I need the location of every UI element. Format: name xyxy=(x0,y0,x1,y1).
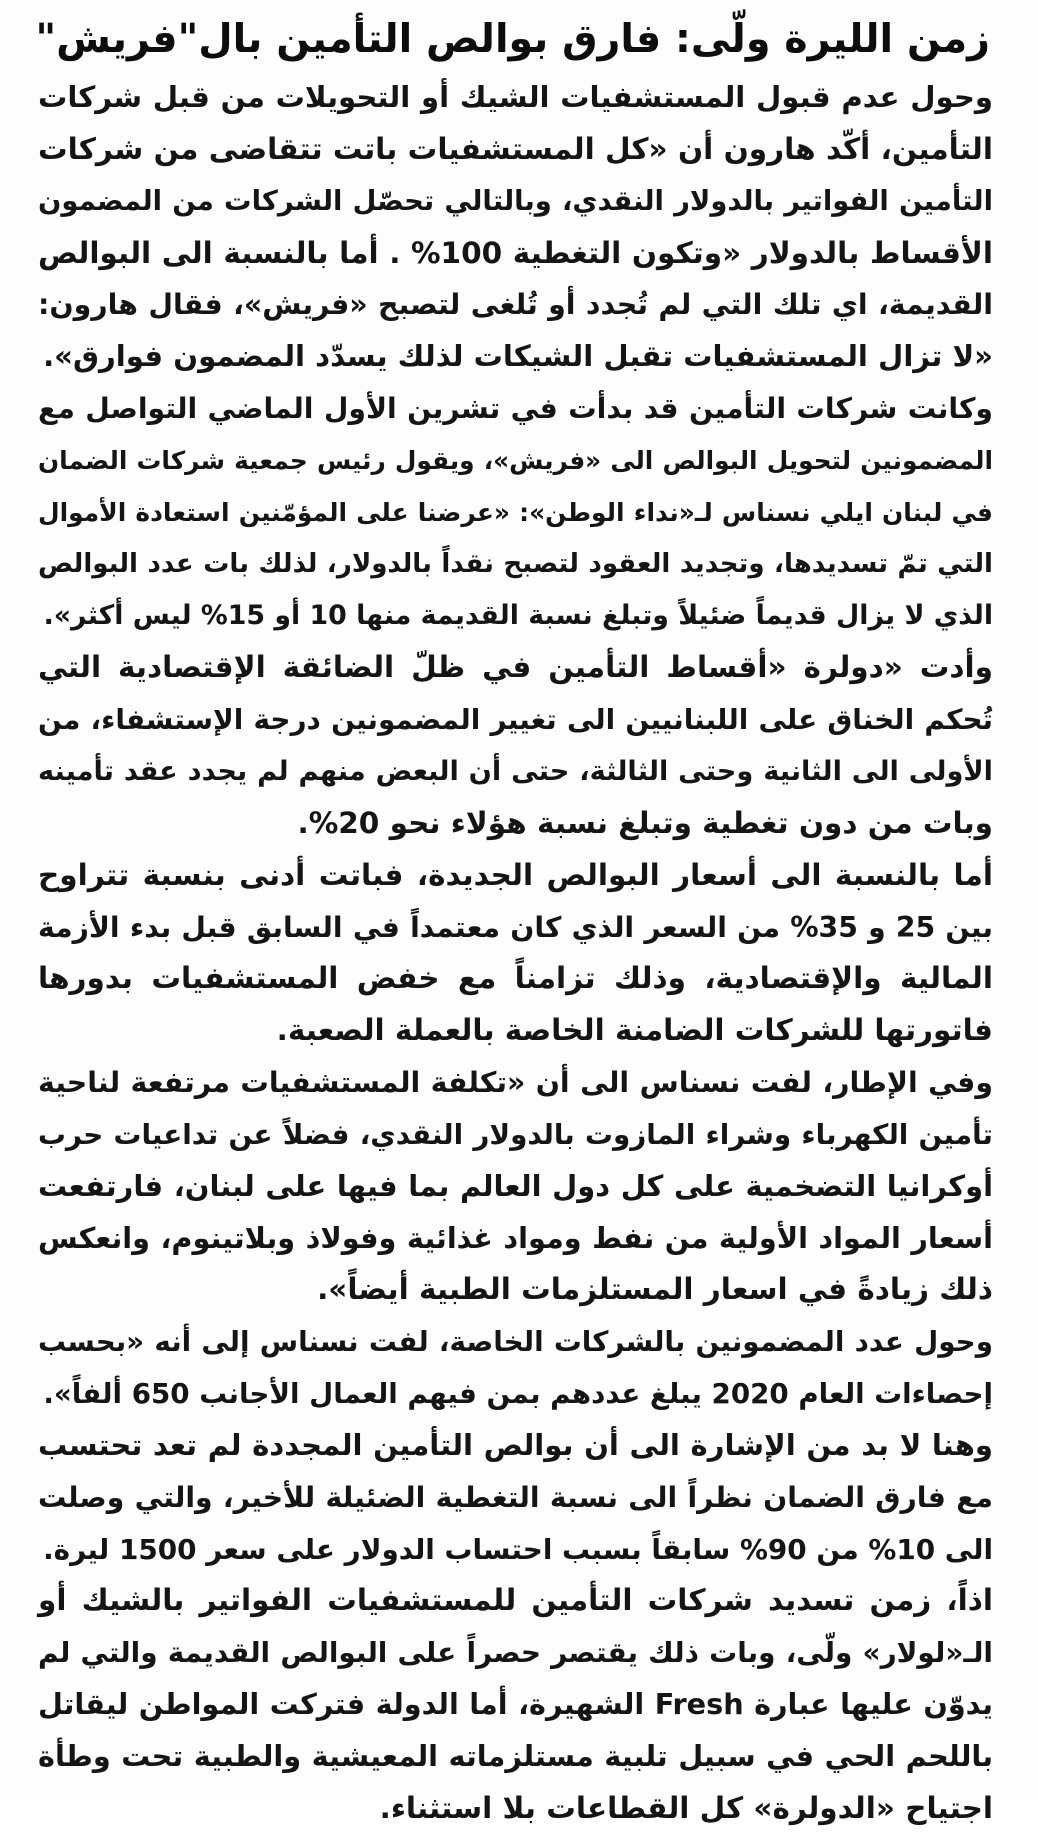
paragraph-line: «لا تزال المستشفيات تقبل الشيكات لذلك يسدّد المضمون فوارق». xyxy=(43,339,993,374)
paragraph-line: وبات من دون تغطية وتبلغ نسبة هؤلاء نحو 20%. xyxy=(297,805,993,840)
paragraph-line: التي تمّ تسديدها، وتجديد العقود لتصبح نقداً بالدولار، لذلك بات عدد البوالص xyxy=(38,548,993,579)
paragraph-line: وحول عدد المضمونين بالشركات الخاصة، لفت نسناس إلى أنه «بحسب xyxy=(38,1325,993,1359)
article-headline: زمن الليرة ولّى: فارق بوالص التأمين بال"فريش" xyxy=(35,16,990,62)
paragraph-line: الـ«لولار» ولّى، وبات ذلك يقتصر حصراً على البوالص القديمة والتي لم xyxy=(38,1636,993,1670)
paragraph-line: في لبنان ايلي نسناس لـ«نداء الوطن»: «عرضنا على المؤمّنين استعادة الأموال xyxy=(38,497,993,527)
paragraph-line: القديمة، اي تلك التي لم تُجدد أو تُلغى لتصبح «فريش»، فقال هارون: xyxy=(38,288,993,322)
paragraph-line: وهنا لا بد من الإشارة الى أن بوالص التأمين المجددة لم تعد تحتسب xyxy=(38,1427,993,1462)
paragraph-line: وفي الإطار، لفت نسناس الى أن «تكلفة المستشفيات مرتفعة لناحية xyxy=(38,1066,993,1100)
paragraph-line: الأقساط بالدولار «وتكون التغطية 100% . أما بالنسبة الى البوالص xyxy=(38,235,993,270)
paragraph-line: الذي لا يزال قديماً ضئيلاً وتبلغ نسبة القديمة منها 10 أو 15% ليس أكثر». xyxy=(43,600,993,632)
paragraph-line: التأمين الفواتير بالدولار النقدي، وبالتالي تحصّل الشركات من المضمون xyxy=(38,185,993,217)
paragraph-line: الى 10% من 90% سابقاً بسبب احتساب الدولار على سعر 1500 ليرة. xyxy=(43,1532,993,1566)
article-paragraph xyxy=(38,72,993,383)
paragraph-line: بين 25 و 35% من السعر الذي كان معتمداً في السابق قبل بدء الأزمة xyxy=(38,910,993,944)
article-paragraph xyxy=(38,1316,993,1420)
paragraph-line: تأمين الكهرباء وشراء المازوت بالدولار النقدي، فضلاً عن تداعيات حرب xyxy=(38,1117,993,1151)
paragraph-line: اذاً، زمن تسديد شركات التأمين للمستشفيات الفواتير بالشيك أو xyxy=(38,1583,993,1618)
paragraph-line: أسعار المواد الأولية من نفط ومواد غذائية وفولاذ وبلاتينوم، وانعكس xyxy=(38,1220,993,1255)
article-paragraph xyxy=(38,383,993,642)
article-paragraph xyxy=(38,1057,993,1316)
paragraph-line: ذلك زيادةً في اسعار المستلزمات الطبية أيضاً». xyxy=(317,1272,993,1307)
paragraph-line: المضمونين لتحويل البوالص الى «فريش»، ويقول رئيس جمعية شركات الضمان xyxy=(38,445,993,475)
article-paragraph xyxy=(38,850,993,1057)
paragraph-line: اجتياح «الدولرة» كل القطاعات بلا استثناء. xyxy=(379,1790,993,1825)
paragraph-line: التأمين، أكّد هارون أن «كل المستشفيات باتت تتقاضى من شركات xyxy=(38,131,993,166)
paragraph-line: أوكرانيا التضخمية على كل دول العالم بما فيها على لبنان، فارتفعت xyxy=(38,1168,993,1203)
paragraph-line: يدوّن عليها عبارة Fresh الشهيرة، أما الدولة فتركت المواطن ليقاتل xyxy=(38,1687,993,1722)
paragraph-line: مع فارق الضمان نظراً الى نسبة التغطية الضئيلة للأخير، والتي وصلت xyxy=(38,1480,993,1514)
paragraph-line: فاتورتها للشركات الضامنة الخاصة بالعملة الصعبة. xyxy=(276,1013,993,1048)
paragraph-line: أما بالنسبة الى أسعار البوالص الجديدة، فباتت أدنى بنسبة تتراوح xyxy=(38,857,993,892)
paragraph-line: الأولى الى الثانية وحتى الثالثة، حتى أن البعض منهم لم يجدد عقد تأمينه xyxy=(38,755,993,787)
article-paragraph xyxy=(38,642,993,849)
paragraph-line: إحصاءات العام 2020 يبلغ عددهم بمن فيهم العمال الأجانب 650 ألفاً». xyxy=(43,1377,993,1411)
paragraph-line: وأدت «دولرة «أقساط التأمين في ظلّ الضائقة الإقتصادية التي xyxy=(38,650,993,685)
paragraph-line: وكانت شركات التأمين قد بدأت في تشرين الأول الماضي التواصل مع xyxy=(38,392,993,426)
article-body xyxy=(38,72,993,1835)
paragraph-line: وحول عدم قبول المستشفيات الشيك أو التحويلات من قبل شركات xyxy=(38,80,993,114)
paragraph-line: تُحكم الخناق على اللبنانيين الى تغيير المضمونين درجة الإستشفاء، من xyxy=(38,703,993,737)
article-paragraph xyxy=(38,1420,993,1576)
article-paragraph xyxy=(38,1575,993,1834)
paragraph-line: المالية والإقتصادية، وذلك تزامناً مع خفض المستشفيات بدورها xyxy=(38,961,993,996)
paragraph-line: باللحم الحي في سبيل تلبية مستلزماته المعيشية والطبية تحت وطأة xyxy=(38,1739,993,1773)
